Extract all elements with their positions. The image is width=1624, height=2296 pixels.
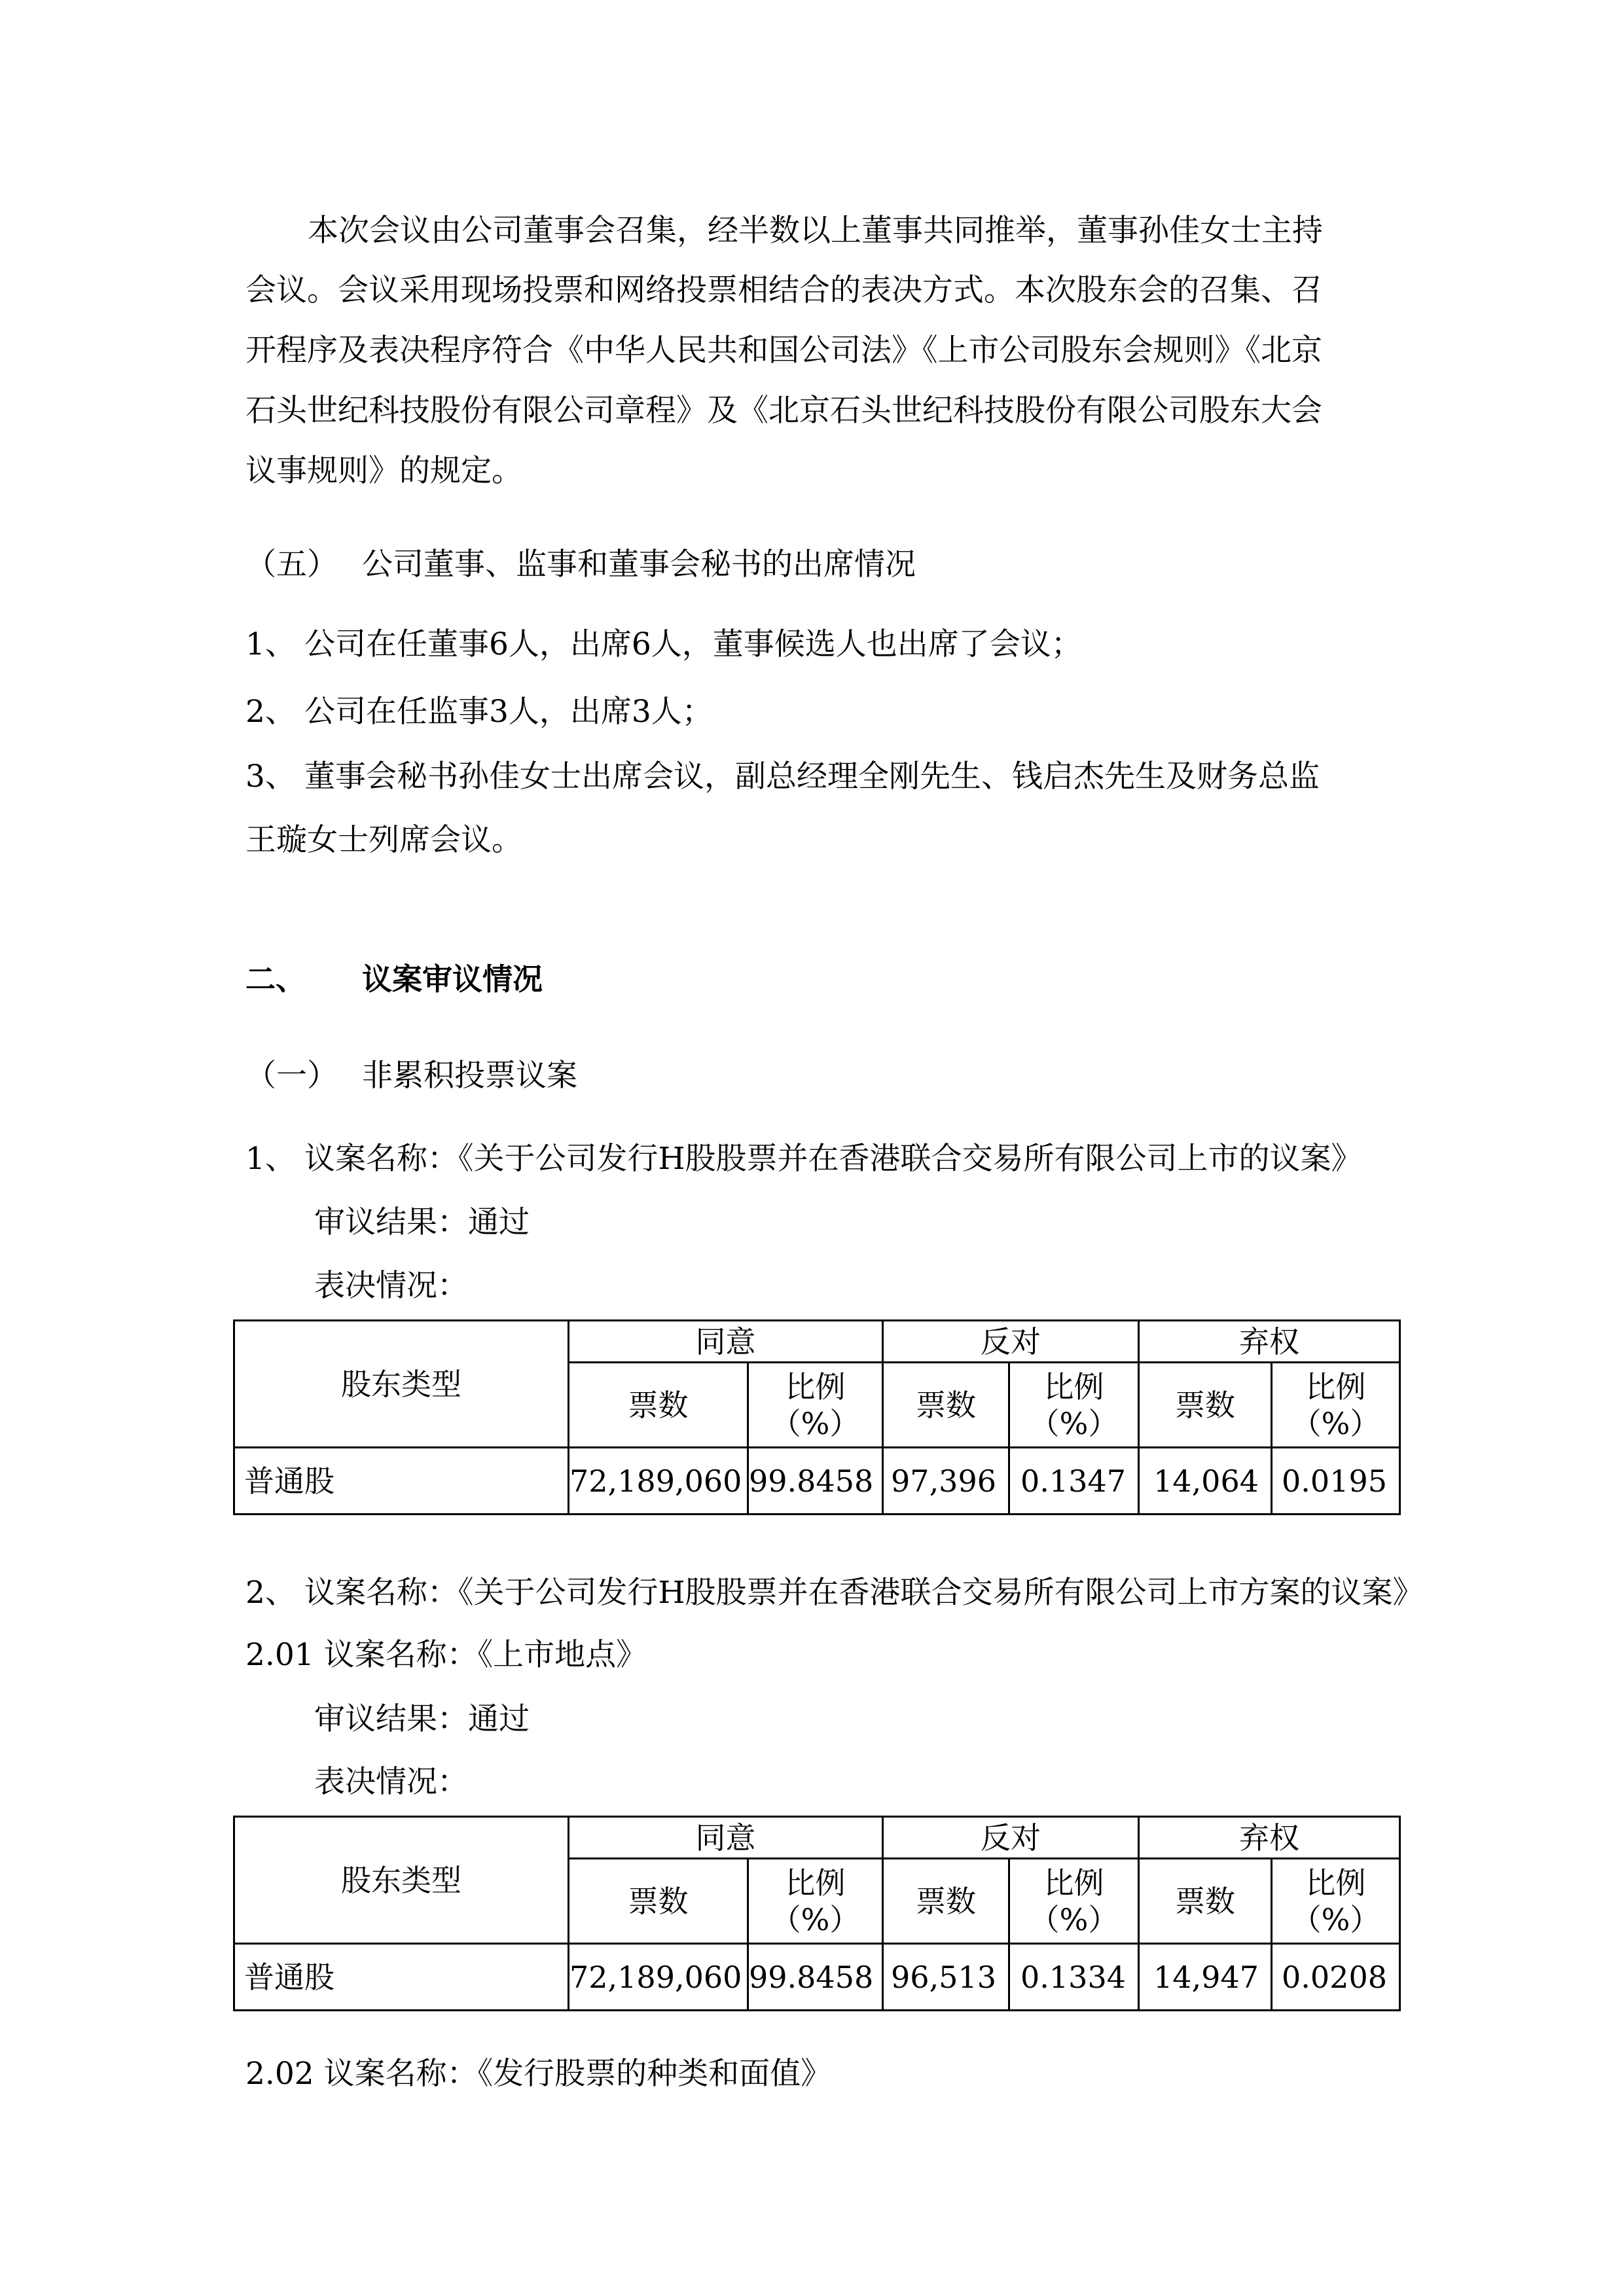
cell-agree-ratio: 99.8458 [748,1944,883,2011]
header-votes: 票数 [569,1363,748,1448]
header-ratio [1009,1363,1139,1448]
header-abstain: 弃权 [1139,1321,1400,1363]
list-text: 公司在任董事6人，出席6人，董事候选人也出席了会议； [304,626,1082,662]
cell-agree-votes: 72,189,060 [569,1448,748,1515]
ratio-label: 比例 [1043,1369,1104,1405]
motion-name [245,1139,1424,1179]
table-row [234,1944,1400,2011]
list-number: 1、 [245,626,296,662]
paragraph-line: 石头世纪科技股份有限公司章程》及《北京石头世纪科技股份有限公司股东大会 [245,393,1322,429]
list-number: 2、 [245,694,296,730]
header-ratio [748,1363,883,1448]
cell-against-votes: 96,513 [883,1944,1009,2011]
header-against: 反对 [883,1321,1139,1363]
pct-label: （%） [770,1901,860,1937]
pct-label: （%） [1291,1405,1380,1441]
ratio-label: 比例 [1305,1369,1366,1405]
motion-number: 1、 [245,1141,296,1177]
subsection-heading [245,1056,1424,1096]
ratio-label: 比例 [1305,1865,1366,1901]
section-number: 二、 [245,961,306,997]
ratio-label: 比例 [1043,1865,1104,1901]
motion-name: 2.01 议案名称：《上市地点》 [245,1637,647,1673]
pct-label: （%） [1029,1901,1119,1937]
section-heading [245,960,1424,999]
header-agree: 同意 [569,1321,883,1363]
paragraph-line: 开程序及表决程序符合《中华人民共和国公司法》《上市公司股东会规则》《北京 [245,332,1322,368]
header-shareholder-type: 股东类型 [234,1817,569,1944]
paragraph-line-text: 会议。会议采用现场投票和网络投票相结合的表决方式。本次股东会的召集、召 [245,272,1322,308]
subsection-title: 非累积投票议案 [362,1058,577,1094]
vote-label: 表决情况： [314,1764,468,1800]
header-votes: 票数 [1139,1859,1272,1944]
motion-title: 议案名称：《关于公司发行H股股票并在香港联合交易所有限公司上市方案的议案》 [304,1575,1424,1611]
header-votes: 票数 [883,1363,1009,1448]
motion-name [245,1573,1424,1613]
header-votes: 票数 [883,1859,1009,1944]
paragraph-line [245,271,1388,310]
table-row [234,1448,1400,1515]
motion-result: 审议结果：通过 [314,1701,530,1737]
section-title: 议案审议情况 [362,961,543,997]
header-ratio [1272,1363,1400,1448]
header-agree: 同意 [569,1817,883,1859]
vote-label: 表决情况： [314,1268,468,1304]
pct-label: （%） [1291,1901,1380,1937]
subsection-number: （一） [245,1058,338,1094]
list-item-continuation: 王璇女士列席会议。 [245,822,522,858]
header-votes: 票数 [569,1859,748,1944]
cell-abstain-ratio: 0.0208 [1272,1944,1400,2011]
list-text: 公司在任监事3人，出席3人； [304,694,713,730]
pct-label: （%） [770,1405,860,1441]
cell-abstain-votes: 14,947 [1139,1944,1272,2011]
vote-table [233,1319,1401,1515]
cell-type: 普通股 [234,1448,569,1515]
pct-label: （%） [1029,1405,1119,1441]
list-item [245,757,1424,797]
paragraph-line: 本次会议由公司董事会召集，经半数以上董事共同推举，董事孙佳女士主持 [308,213,1323,249]
vote-table [233,1816,1401,2011]
header-ratio [748,1859,883,1944]
cell-agree-votes: 72,189,060 [569,1944,748,2011]
list-item [245,692,1424,732]
cell-abstain-ratio: 0.0195 [1272,1448,1400,1515]
motion-name: 2.02 议案名称：《发行股票的种类和面值》 [245,2056,832,2092]
header-abstain: 弃权 [1139,1817,1400,1859]
section-heading [245,545,1424,584]
cell-against-ratio: 0.1334 [1009,1944,1139,2011]
motion-title: 议案名称：《关于公司发行H股股票并在香港联合交易所有限公司上市的议案》 [304,1141,1362,1177]
header-against: 反对 [883,1817,1139,1859]
header-votes: 票数 [1139,1363,1272,1448]
header-shareholder-type: 股东类型 [234,1321,569,1448]
ratio-label: 比例 [785,1865,846,1901]
header-ratio [1272,1859,1400,1944]
section-number: （五） [245,547,338,583]
ratio-label: 比例 [785,1369,846,1405]
list-number: 3、 [245,759,296,795]
cell-against-votes: 97,396 [883,1448,1009,1515]
motion-number: 2、 [245,1575,296,1611]
cell-against-ratio: 0.1347 [1009,1448,1139,1515]
section-title: 公司董事、监事和董事会秘书的出席情况 [362,547,916,583]
motion-result: 审议结果：通过 [314,1204,530,1240]
list-item [245,625,1424,664]
cell-abstain-votes: 14,064 [1139,1448,1272,1515]
paragraph-line: 议事规则》的规定。 [245,453,522,489]
header-ratio [1009,1859,1139,1944]
cell-type: 普通股 [234,1944,569,2011]
list-text: 董事会秘书孙佳女士出席会议，副总经理全刚先生、钱启杰先生及财务总监 [304,759,1320,795]
cell-agree-ratio: 99.8458 [748,1448,883,1515]
